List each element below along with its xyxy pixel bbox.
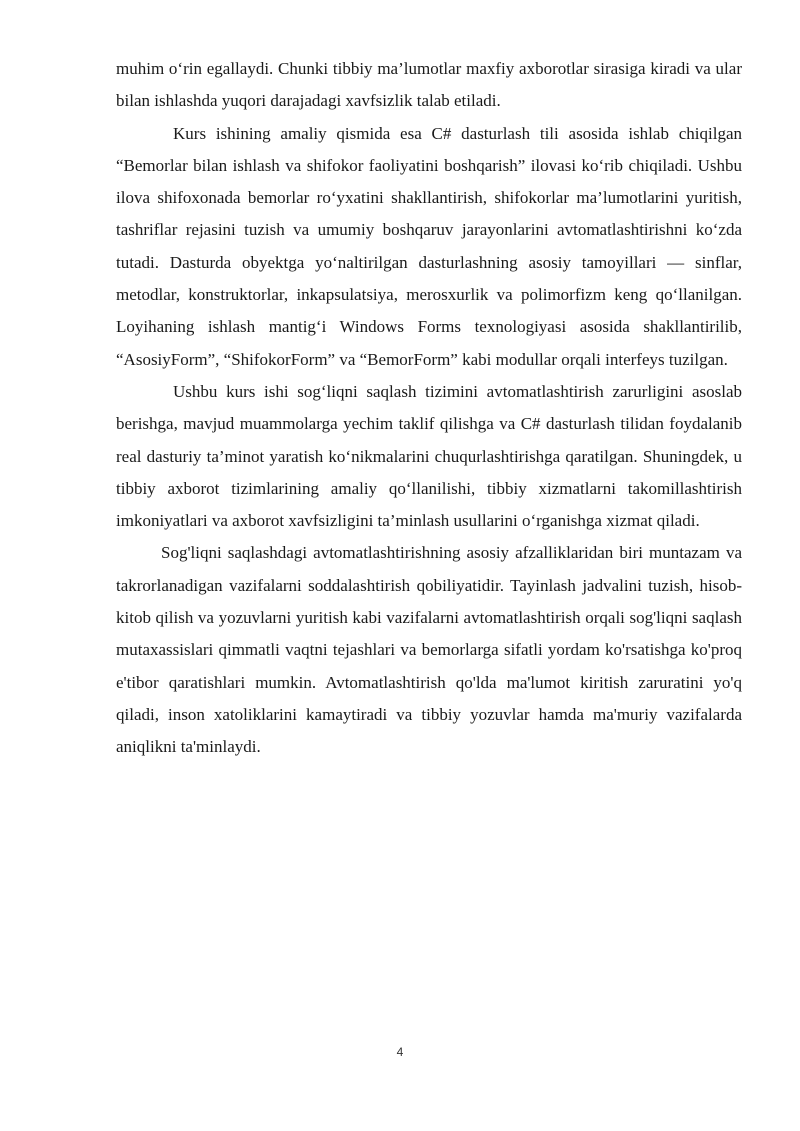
paragraph-practical-part: Kurs ishining amaliy qismida esa C# dasturlash tili asosida ishlab chiqilgan “Bemorlar bilan ishlash va shifokor faoliyatini boshqarish” ilovasi ko‘rib chiqiladi. Ushbu ilova shifoxonada bemorlar ro‘yxatini shakllantirish, shifokorlar ma’lumotlarini yuritish, tashriflar rejasini tuzish va umumiy boshqaruv jarayonlarini avtomatlashtirishni ko‘zda tutadi. Dasturda obyektga yo‘naltirilgan dasturlashning asosiy tamoyillari — sinflar, metodlar, konstruktorlar, inkapsulatsiya, merosxurlik va polimorfizm keng qo‘llanilgan. Loyihaning ishlash mantig‘i Windows Forms texnologiyasi asosida shakllantirilib, “AsosiyForm”, “ShifokorForm” va “BemorForm” kabi modullar orqali interfeys tuzilgan. — [116, 123, 742, 369]
page-body — [116, 53, 742, 764]
paragraph-continuation: muhim o‘rin egallaydi. Chunki tibbiy ma’lumotlar maxfiy axborotlar sirasiga kiradi va ular bilan ishlashda yuqori darajadagi xavfsizlik talab etiladi. — [116, 59, 742, 111]
paragraph-automation-benefits: Sog'liqni saqlashdagi avtomatlashtirishning asosiy afzalliklaridan biri muntazam va takrorlanadigan vazifalarni soddalashtirish qobiliyatidir. Tayinlash jadvalini tuzish, hisob-kitob qilish va yozuvlarni yuritish kabi vazifalarni avtomatlashtirish orqali sog'liqni saqlash mutaxassislari qimmatli vaqtni tejashlari va bemorlarga sifatli yordam ko'rsatishga ko'proq e'tibor qaratishlari mumkin. Avtomatlashtirish qo'lda ma'lumot kiritish zaruratini yo'q qiladi, inson xatoliklarini kamaytiradi va tibbiy yozuvlar hamda ma'muriy vazifalarda aniqlikni ta'minlaydi. — [116, 543, 742, 757]
page-number: 4 — [396, 1045, 404, 1059]
paragraph-course-goal: Ushbu kurs ishi sog‘liqni saqlash tizimini avtomatlashtirish zarurligini asoslab berishga, mavjud muammolarga yechim taklif qilishga va C# dasturlash tilidan foydalanib real dasturiy ta’minot yaratish ko‘nikmalarini chuqurlashtirishga qaratilgan. Shuningdek, u tibbiy axborot tizimlarining amaliy qo‘llanilishi, tibbiy xizmatlarni takomillashtirish imkoniyatlari va axborot xavfsizligini ta’minlash usullarini o‘rganishga xizmat qiladi. — [116, 381, 742, 531]
